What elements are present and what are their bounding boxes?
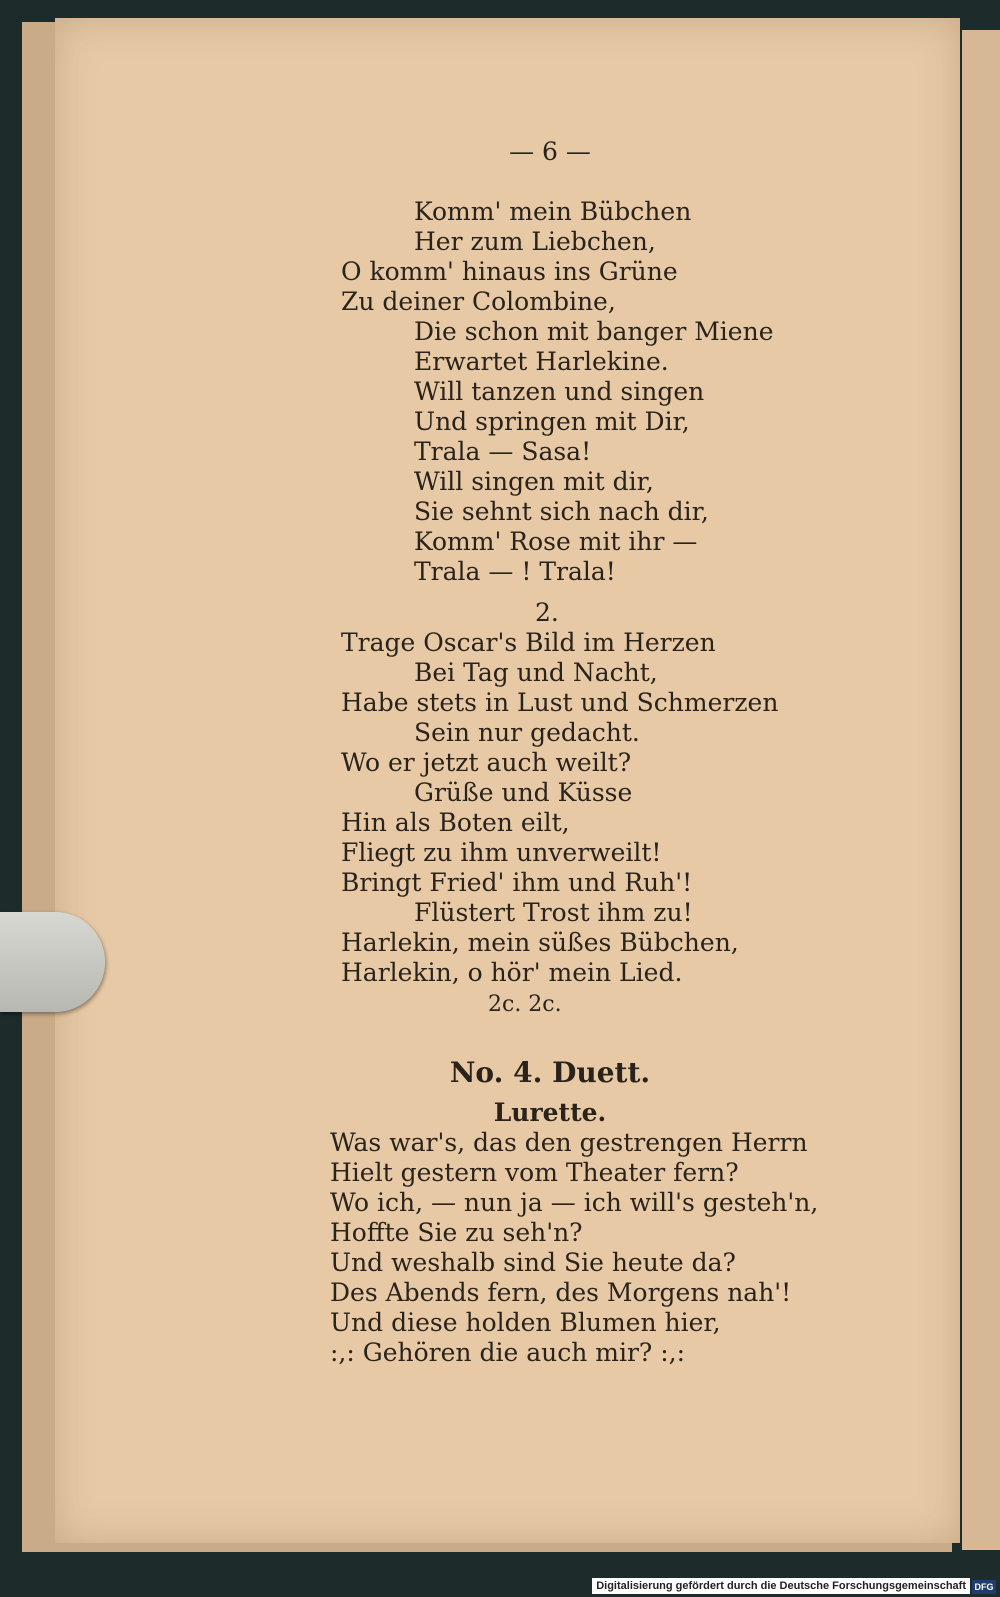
verse-line: Komm' Rose mit ihr — bbox=[414, 527, 698, 556]
verse-line: Komm' mein Bübchen bbox=[414, 197, 692, 226]
dfg-logo: DFG bbox=[972, 1580, 996, 1594]
verse-line: Will tanzen und singen bbox=[414, 377, 705, 406]
verse-line: O komm' hinaus ins Grüne bbox=[341, 257, 678, 286]
verse-line: Flüstert Trost ihm zu! bbox=[414, 898, 693, 927]
verse-line: Hielt gestern vom Theater fern? bbox=[330, 1158, 739, 1187]
verse-line: Zu deiner Colombine, bbox=[341, 287, 616, 316]
verse-line: Hoffte Sie zu seh'n? bbox=[330, 1218, 583, 1247]
verse-line: Und springen mit Dir, bbox=[414, 407, 690, 436]
stanza-number: 2. bbox=[535, 598, 559, 627]
verse-line: Trala — Sasa! bbox=[414, 437, 592, 466]
verse-line: Wo ich, — nun ja — ich will's gesteh'n, bbox=[330, 1188, 819, 1217]
verse-line: Will singen mit dir, bbox=[414, 467, 654, 496]
verse-line: Grüße und Küsse bbox=[414, 778, 633, 807]
verse-line: Des Abends fern, des Morgens nah'! bbox=[330, 1278, 792, 1307]
etc-mark: 2c. 2c. bbox=[488, 992, 562, 1017]
verse-line: Wo er jetzt auch weilt? bbox=[341, 748, 632, 777]
page-number: — 6 — bbox=[509, 137, 591, 166]
section-title: No. 4. Duett. bbox=[449, 1056, 651, 1089]
verse-line: Sein nur gedacht. bbox=[414, 718, 640, 747]
verse-line: Trala — ! Trala! bbox=[414, 557, 616, 586]
verse-line: Harlekin, mein süßes Bübchen, bbox=[341, 928, 739, 957]
verse-line: Hin als Boten eilt, bbox=[341, 808, 570, 837]
digitization-credit: Digitalisierung gefördert durch die Deutsche Forschungsgemeinschaft bbox=[592, 1578, 970, 1594]
verse-line: Erwartet Harlekine. bbox=[414, 347, 669, 376]
verse-line: Trage Oscar's Bild im Herzen bbox=[341, 628, 716, 657]
verse-line: Her zum Liebchen, bbox=[414, 227, 656, 256]
speaker-name: Lurette. bbox=[493, 1098, 607, 1127]
verse-line: Harlekin, o hör' mein Lied. bbox=[341, 958, 683, 987]
verse-line: Was war's, das den gestrengen Herrn bbox=[330, 1128, 808, 1157]
verse-line: Habe stets in Lust und Schmerzen bbox=[341, 688, 779, 717]
verse-line: Bei Tag und Nacht, bbox=[414, 658, 658, 687]
verse-line: Und weshalb sind Sie heute da? bbox=[330, 1248, 736, 1277]
verse-line: Bringt Fried' ihm und Ruh'! bbox=[341, 868, 693, 897]
verse-line: Und diese holden Blumen hier, bbox=[330, 1308, 721, 1337]
verse-line: :,: Gehören die auch mir? :,: bbox=[330, 1338, 686, 1367]
verse-line: Fliegt zu ihm unverweilt! bbox=[341, 838, 662, 867]
verse-line: Sie sehnt sich nach dir, bbox=[414, 497, 709, 526]
verse-line: Die schon mit banger Miene bbox=[414, 317, 774, 346]
